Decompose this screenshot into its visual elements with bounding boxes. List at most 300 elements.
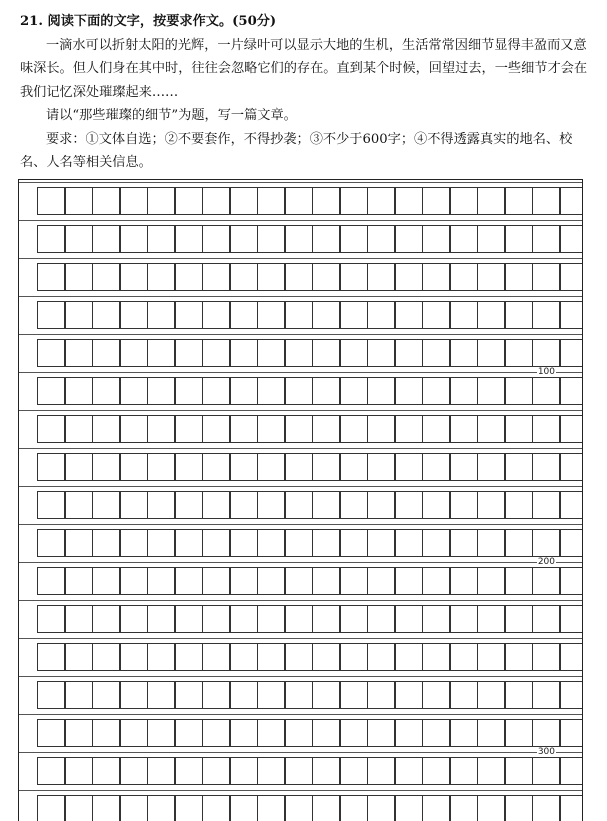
grid-cell[interactable] [422,719,450,747]
grid-cell[interactable] [477,757,505,785]
grid-cell[interactable] [257,415,285,443]
grid-cell[interactable] [367,225,395,253]
grid-cell[interactable] [147,719,175,747]
grid-cell[interactable] [285,719,313,747]
grid-cell[interactable] [505,225,533,253]
grid-cell[interactable] [312,301,340,329]
grid-cell[interactable] [147,415,175,443]
grid-cell[interactable] [477,643,505,671]
grid-cell[interactable] [560,263,584,291]
grid-cell[interactable] [422,339,450,367]
grid-cell[interactable] [477,491,505,519]
grid-cell[interactable] [340,719,368,747]
grid-cell[interactable] [367,567,395,595]
grid-cell[interactable] [367,301,395,329]
grid-cell[interactable] [202,529,230,557]
grid-cell[interactable] [285,795,313,821]
grid-cell[interactable] [312,453,340,481]
grid-cell[interactable] [230,187,258,215]
grid-cell[interactable] [395,567,423,595]
grid-cell[interactable] [92,795,120,821]
grid-cell[interactable] [37,757,65,785]
grid-cell[interactable] [312,529,340,557]
grid-cell[interactable] [532,263,560,291]
grid-cell[interactable] [285,605,313,633]
grid-cell[interactable] [230,681,258,709]
grid-cell[interactable] [202,567,230,595]
grid-cell[interactable] [257,757,285,785]
grid-cell[interactable] [92,605,120,633]
grid-cell[interactable] [340,301,368,329]
grid-cell[interactable] [340,225,368,253]
grid-cell[interactable] [477,681,505,709]
grid-cell[interactable] [450,339,478,367]
grid-cell[interactable] [120,757,148,785]
grid-cell[interactable] [505,377,533,405]
grid-cell[interactable] [65,377,93,405]
grid-cell[interactable] [37,415,65,443]
grid-cell[interactable] [422,301,450,329]
grid-cell[interactable] [147,491,175,519]
grid-cell[interactable] [285,491,313,519]
grid-cell[interactable] [505,453,533,481]
grid-cell[interactable] [230,301,258,329]
grid-cell[interactable] [312,567,340,595]
grid-cell[interactable] [175,415,203,443]
grid-cell[interactable] [312,757,340,785]
grid-cell[interactable] [257,643,285,671]
grid-cell[interactable] [175,567,203,595]
grid-cell[interactable] [65,719,93,747]
grid-cell[interactable] [147,453,175,481]
grid-cell[interactable] [230,757,258,785]
grid-cell[interactable] [450,187,478,215]
grid-cell[interactable] [147,795,175,821]
grid-cell[interactable] [257,491,285,519]
grid-cell[interactable] [37,529,65,557]
grid-cell[interactable] [65,263,93,291]
grid-cell[interactable] [92,529,120,557]
grid-cell[interactable] [202,719,230,747]
grid-cell[interactable] [120,529,148,557]
grid-cell[interactable] [285,263,313,291]
grid-cell[interactable] [450,681,478,709]
grid-cell[interactable] [257,187,285,215]
grid-cell[interactable] [395,339,423,367]
grid-cell[interactable] [257,719,285,747]
grid-cell[interactable] [37,491,65,519]
grid-cell[interactable] [395,681,423,709]
grid-cell[interactable] [505,605,533,633]
grid-cell[interactable] [367,377,395,405]
grid-cell[interactable] [477,339,505,367]
grid-cell[interactable] [37,719,65,747]
grid-cell[interactable] [65,567,93,595]
grid-cell[interactable] [367,757,395,785]
grid-cell[interactable] [120,339,148,367]
grid-cell[interactable] [367,643,395,671]
grid-cell[interactable] [422,415,450,443]
grid-cell[interactable] [230,339,258,367]
grid-cell[interactable] [312,681,340,709]
grid-cell[interactable] [422,263,450,291]
grid-cell[interactable] [257,453,285,481]
grid-cell[interactable] [202,377,230,405]
grid-cell[interactable] [257,263,285,291]
grid-cell[interactable] [257,529,285,557]
grid-cell[interactable] [92,719,120,747]
grid-cell[interactable] [65,415,93,443]
grid-cell[interactable] [120,643,148,671]
grid-cell[interactable] [312,719,340,747]
grid-cell[interactable] [422,757,450,785]
grid-cell[interactable] [175,491,203,519]
grid-cell[interactable] [65,301,93,329]
grid-cell[interactable] [147,757,175,785]
grid-cell[interactable] [560,415,584,443]
grid-cell[interactable] [477,453,505,481]
grid-cell[interactable] [340,453,368,481]
grid-cell[interactable] [422,605,450,633]
grid-cell[interactable] [477,415,505,443]
grid-cell[interactable] [340,377,368,405]
grid-cell[interactable] [477,567,505,595]
grid-cell[interactable] [285,301,313,329]
grid-cell[interactable] [285,225,313,253]
grid-cell[interactable] [230,263,258,291]
grid-cell[interactable] [477,529,505,557]
grid-cell[interactable] [532,567,560,595]
grid-cell[interactable] [120,605,148,633]
grid-cell[interactable] [92,757,120,785]
grid-cell[interactable] [147,377,175,405]
grid-cell[interactable] [257,339,285,367]
grid-cell[interactable] [202,301,230,329]
grid-cell[interactable] [92,225,120,253]
grid-cell[interactable] [202,225,230,253]
grid-cell[interactable] [65,605,93,633]
grid-cell[interactable] [560,681,584,709]
grid-cell[interactable] [285,339,313,367]
grid-cell[interactable] [230,529,258,557]
grid-cell[interactable] [175,301,203,329]
grid-cell[interactable] [367,415,395,443]
grid-cell[interactable] [37,795,65,821]
grid-cell[interactable] [395,757,423,785]
grid-cell[interactable] [285,187,313,215]
grid-cell[interactable] [230,491,258,519]
grid-cell[interactable] [230,415,258,443]
grid-cell[interactable] [92,681,120,709]
grid-cell[interactable] [422,377,450,405]
grid-cell[interactable] [120,225,148,253]
grid-cell[interactable] [175,377,203,405]
grid-cell[interactable] [477,187,505,215]
grid-cell[interactable] [532,491,560,519]
grid-cell[interactable] [422,529,450,557]
grid-cell[interactable] [560,453,584,481]
grid-cell[interactable] [340,643,368,671]
grid-cell[interactable] [395,263,423,291]
grid-cell[interactable] [340,263,368,291]
grid-cell[interactable] [92,263,120,291]
grid-cell[interactable] [395,301,423,329]
grid-cell[interactable] [257,377,285,405]
grid-cell[interactable] [312,187,340,215]
grid-cell[interactable] [230,567,258,595]
grid-cell[interactable] [395,529,423,557]
grid-cell[interactable] [230,643,258,671]
grid-cell[interactable] [532,681,560,709]
grid-cell[interactable] [65,187,93,215]
grid-cell[interactable] [285,377,313,405]
grid-cell[interactable] [560,643,584,671]
grid-cell[interactable] [285,567,313,595]
grid-cell[interactable] [422,187,450,215]
grid-cell[interactable] [120,187,148,215]
grid-cell[interactable] [532,529,560,557]
grid-cell[interactable] [560,491,584,519]
grid-cell[interactable] [532,795,560,821]
grid-cell[interactable] [505,529,533,557]
grid-cell[interactable] [367,529,395,557]
grid-cell[interactable] [532,719,560,747]
grid-cell[interactable] [312,225,340,253]
grid-cell[interactable] [92,187,120,215]
grid-cell[interactable] [477,377,505,405]
grid-cell[interactable] [340,757,368,785]
grid-cell[interactable] [505,187,533,215]
grid-cell[interactable] [147,225,175,253]
grid-cell[interactable] [340,681,368,709]
grid-cell[interactable] [505,339,533,367]
grid-cell[interactable] [422,643,450,671]
grid-cell[interactable] [340,795,368,821]
grid-cell[interactable] [312,491,340,519]
grid-cell[interactable] [285,681,313,709]
grid-cell[interactable] [505,567,533,595]
grid-cell[interactable] [505,301,533,329]
grid-cell[interactable] [230,605,258,633]
grid-cell[interactable] [422,453,450,481]
grid-cell[interactable] [65,529,93,557]
grid-cell[interactable] [120,301,148,329]
grid-cell[interactable] [202,339,230,367]
grid-cell[interactable] [312,415,340,443]
grid-cell[interactable] [367,187,395,215]
grid-cell[interactable] [175,605,203,633]
grid-cell[interactable] [175,453,203,481]
grid-cell[interactable] [147,605,175,633]
answer-grid[interactable] [18,179,583,821]
grid-cell[interactable] [450,415,478,443]
grid-cell[interactable] [560,567,584,595]
grid-cell[interactable] [65,225,93,253]
grid-cell[interactable] [505,643,533,671]
grid-cell[interactable] [175,795,203,821]
grid-cell[interactable] [92,643,120,671]
grid-cell[interactable] [147,301,175,329]
grid-cell[interactable] [202,263,230,291]
grid-cell[interactable] [340,415,368,443]
grid-cell[interactable] [202,453,230,481]
grid-cell[interactable] [532,415,560,443]
grid-cell[interactable] [367,339,395,367]
grid-cell[interactable] [120,377,148,405]
grid-cell[interactable] [202,643,230,671]
grid-cell[interactable] [505,719,533,747]
grid-cell[interactable] [560,377,584,405]
grid-cell[interactable] [422,681,450,709]
grid-cell[interactable] [37,643,65,671]
grid-cell[interactable] [560,187,584,215]
grid-cell[interactable] [37,263,65,291]
grid-cell[interactable] [312,795,340,821]
grid-cell[interactable] [230,377,258,405]
grid-cell[interactable] [120,795,148,821]
grid-cell[interactable] [37,453,65,481]
grid-cell[interactable] [202,757,230,785]
grid-cell[interactable] [285,453,313,481]
grid-cell[interactable] [37,567,65,595]
grid-cell[interactable] [120,415,148,443]
grid-cell[interactable] [532,339,560,367]
grid-cell[interactable] [257,605,285,633]
grid-cell[interactable] [202,681,230,709]
grid-cell[interactable] [37,605,65,633]
grid-cell[interactable] [147,567,175,595]
grid-cell[interactable] [37,225,65,253]
grid-cell[interactable] [505,681,533,709]
grid-cell[interactable] [175,643,203,671]
grid-cell[interactable] [450,795,478,821]
grid-cell[interactable] [450,719,478,747]
grid-cell[interactable] [395,377,423,405]
grid-cell[interactable] [175,225,203,253]
grid-cell[interactable] [65,681,93,709]
grid-cell[interactable] [367,263,395,291]
grid-cell[interactable] [367,453,395,481]
grid-cell[interactable] [65,491,93,519]
grid-cell[interactable] [230,225,258,253]
grid-cell[interactable] [175,719,203,747]
grid-cell[interactable] [367,719,395,747]
grid-cell[interactable] [312,377,340,405]
grid-cell[interactable] [202,491,230,519]
grid-cell[interactable] [120,491,148,519]
grid-cell[interactable] [285,757,313,785]
grid-cell[interactable] [450,453,478,481]
grid-cell[interactable] [505,263,533,291]
grid-cell[interactable] [395,225,423,253]
grid-cell[interactable] [450,225,478,253]
grid-cell[interactable] [340,187,368,215]
grid-cell[interactable] [450,643,478,671]
grid-cell[interactable] [477,263,505,291]
grid-cell[interactable] [37,339,65,367]
grid-cell[interactable] [395,491,423,519]
grid-cell[interactable] [257,567,285,595]
grid-cell[interactable] [175,681,203,709]
grid-cell[interactable] [560,757,584,785]
grid-cell[interactable] [202,187,230,215]
grid-cell[interactable] [560,795,584,821]
grid-cell[interactable] [37,377,65,405]
grid-cell[interactable] [230,795,258,821]
grid-cell[interactable] [532,605,560,633]
grid-cell[interactable] [532,453,560,481]
grid-cell[interactable] [92,339,120,367]
grid-cell[interactable] [560,605,584,633]
grid-cell[interactable] [202,605,230,633]
grid-cell[interactable] [65,339,93,367]
grid-cell[interactable] [257,301,285,329]
grid-cell[interactable] [450,757,478,785]
grid-cell[interactable] [175,339,203,367]
grid-cell[interactable] [395,453,423,481]
grid-cell[interactable] [147,263,175,291]
grid-cell[interactable] [395,187,423,215]
grid-cell[interactable] [422,795,450,821]
grid-cell[interactable] [147,529,175,557]
grid-cell[interactable] [367,681,395,709]
grid-cell[interactable] [312,263,340,291]
grid-cell[interactable] [422,567,450,595]
grid-cell[interactable] [395,605,423,633]
grid-cell[interactable] [120,567,148,595]
grid-cell[interactable] [450,491,478,519]
grid-cell[interactable] [120,453,148,481]
grid-cell[interactable] [92,567,120,595]
grid-cell[interactable] [147,187,175,215]
grid-cell[interactable] [120,719,148,747]
grid-cell[interactable] [477,225,505,253]
grid-cell[interactable] [450,377,478,405]
grid-cell[interactable] [450,529,478,557]
grid-cell[interactable] [395,415,423,443]
grid-cell[interactable] [450,301,478,329]
grid-cell[interactable] [560,301,584,329]
grid-cell[interactable] [120,263,148,291]
grid-cell[interactable] [37,187,65,215]
grid-cell[interactable] [230,453,258,481]
grid-cell[interactable] [175,529,203,557]
grid-cell[interactable] [92,377,120,405]
grid-cell[interactable] [175,187,203,215]
grid-cell[interactable] [147,339,175,367]
grid-cell[interactable] [340,529,368,557]
grid-cell[interactable] [532,757,560,785]
grid-cell[interactable] [505,415,533,443]
grid-cell[interactable] [312,339,340,367]
grid-cell[interactable] [92,415,120,443]
grid-cell[interactable] [175,263,203,291]
grid-cell[interactable] [285,415,313,443]
grid-cell[interactable] [560,529,584,557]
grid-cell[interactable] [257,681,285,709]
grid-cell[interactable] [560,225,584,253]
grid-cell[interactable] [560,719,584,747]
grid-cell[interactable] [340,605,368,633]
grid-cell[interactable] [532,301,560,329]
grid-cell[interactable] [560,339,584,367]
grid-cell[interactable] [65,643,93,671]
grid-cell[interactable] [422,225,450,253]
grid-cell[interactable] [450,263,478,291]
grid-cell[interactable] [230,719,258,747]
grid-cell[interactable] [65,795,93,821]
grid-cell[interactable] [477,795,505,821]
